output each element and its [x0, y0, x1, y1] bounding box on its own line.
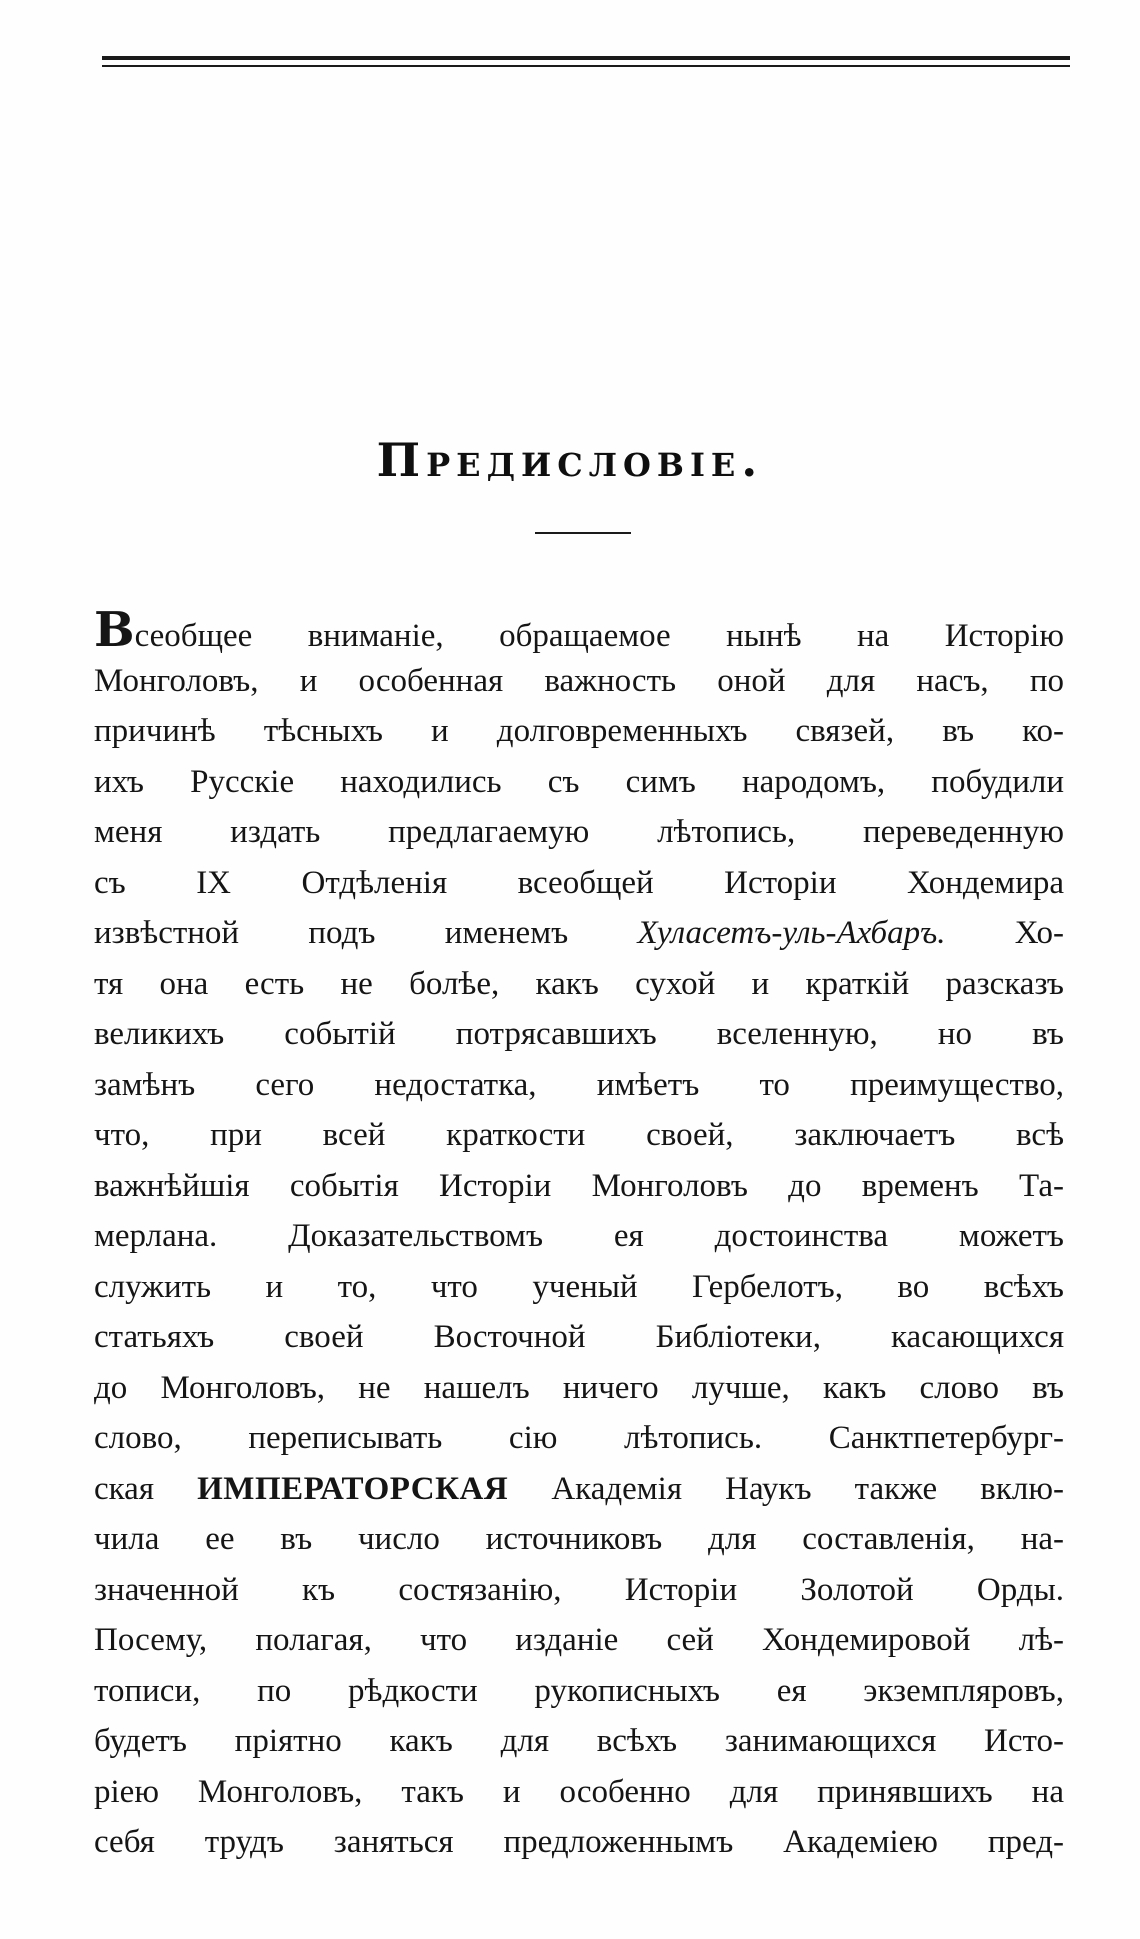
- text-segment: Академiя Наукъ также вклю-: [508, 1470, 1064, 1507]
- title-underline-rule: [535, 532, 631, 534]
- caps-text: ИМПЕРАТОРСКАЯ: [197, 1470, 509, 1507]
- preface-paragraph: [94, 605, 1064, 1868]
- text-segment: сеобщее вниманiе, обращаемое нынѣ на Исторiю: [134, 618, 1064, 654]
- text-segment: тописи, по рѣдкости рукописныхъ ея экземпляровъ,: [94, 1672, 1064, 1709]
- text-segment: чила ее въ число источниковъ для составленiя, на-: [94, 1521, 1064, 1557]
- text-line: [94, 1767, 1064, 1818]
- header-rule-thick: [102, 56, 1070, 60]
- text-line: [94, 706, 1064, 757]
- text-segment: великихъ событiй потрясавшихъ вселенную, но въ: [94, 1016, 1064, 1052]
- text-line: [94, 1565, 1064, 1616]
- text-segment: мерлана. Доказательствомъ ея достоинства можетъ: [94, 1218, 1064, 1254]
- text-line: [94, 1817, 1064, 1868]
- text-segment: статьяхъ своей Восточной Библiотеки, касающихся: [94, 1319, 1064, 1355]
- text-segment: Хо-: [945, 915, 1064, 951]
- text-segment: съ IX Отдѣленiя всеобщей Исторiи Хондемира: [94, 864, 1064, 901]
- text-line: [94, 1363, 1064, 1414]
- text-line: [94, 1413, 1064, 1464]
- text-segment: ская: [94, 1470, 198, 1507]
- text-segment: значенной къ состязанiю, Исторiи Золотой Орды.: [94, 1571, 1064, 1608]
- text-segment: ихъ Русскiе находились съ симъ народомъ, побудили: [94, 763, 1064, 800]
- text-segment: рiею Монголовъ, такъ и особенно для принявшихъ на: [94, 1773, 1064, 1810]
- text-segment: Посему, полагая, что изданiе сей Хондемировой лѣ-: [94, 1622, 1064, 1658]
- text-line: [94, 757, 1064, 808]
- header-rule-thin: [102, 65, 1070, 67]
- text-segment: замѣнъ сего недостатка, имѣетъ то преимущество,: [94, 1066, 1064, 1103]
- text-line: [94, 1161, 1064, 1212]
- text-line: [94, 605, 1064, 656]
- text-line: [94, 1211, 1064, 1262]
- text-line: [94, 1666, 1064, 1717]
- text-segment: служить и то, что ученый Гербелотъ, во всѣхъ: [94, 1268, 1064, 1305]
- text-segment: до Монголовъ, не нашелъ ничего лучше, какъ слово въ: [94, 1369, 1064, 1406]
- text-segment: причинѣ тѣсныхъ и долговременныхъ связей, въ ко-: [94, 713, 1064, 749]
- emphasized-title: Хуласетъ-уль-Ахбаръ.: [637, 915, 946, 951]
- text-line: [94, 1110, 1064, 1161]
- text-segment: тя она есть не болѣе, какъ сухой и краткiй разсказъ: [94, 965, 1064, 1002]
- text-segment: Монголовъ, и особенная важность оной для насъ, по: [94, 662, 1064, 699]
- text-line: [94, 1514, 1064, 1565]
- text-line: [94, 1262, 1064, 1313]
- text-segment: слово, переписывать сiю лѣтопись. Санктпетербург-: [94, 1420, 1064, 1456]
- header-double-rule: [102, 56, 1070, 70]
- text-segment: будетъ прiятно какъ для всѣхъ занимающихся Исто-: [94, 1723, 1064, 1759]
- text-segment: извѣстной подъ именемъ: [94, 915, 638, 951]
- text-line: [94, 656, 1064, 707]
- text-line: [94, 1312, 1064, 1363]
- text-line: [94, 908, 1064, 959]
- text-line: [94, 858, 1064, 909]
- page-title: Предисловiе.: [376, 433, 764, 487]
- text-line: [94, 1464, 1064, 1515]
- text-segment: меня издать предлагаемую лѣтопись, переведенную: [94, 814, 1064, 850]
- text-segment: себя трудъ заняться предложеннымъ Академiею пред-: [94, 1824, 1064, 1860]
- text-line: [94, 1060, 1064, 1111]
- drop-cap: В: [94, 605, 135, 656]
- text-segment: что, при всей краткости своей, заключаетъ всѣ: [94, 1117, 1064, 1153]
- text-line: [94, 1615, 1064, 1666]
- text-line: [94, 1009, 1064, 1060]
- text-segment: важнѣйшiя событiя Исторiи Монголовъ до временъ Та-: [94, 1167, 1064, 1204]
- text-line: [94, 807, 1064, 858]
- text-line: [94, 959, 1064, 1010]
- text-line: [94, 1716, 1064, 1767]
